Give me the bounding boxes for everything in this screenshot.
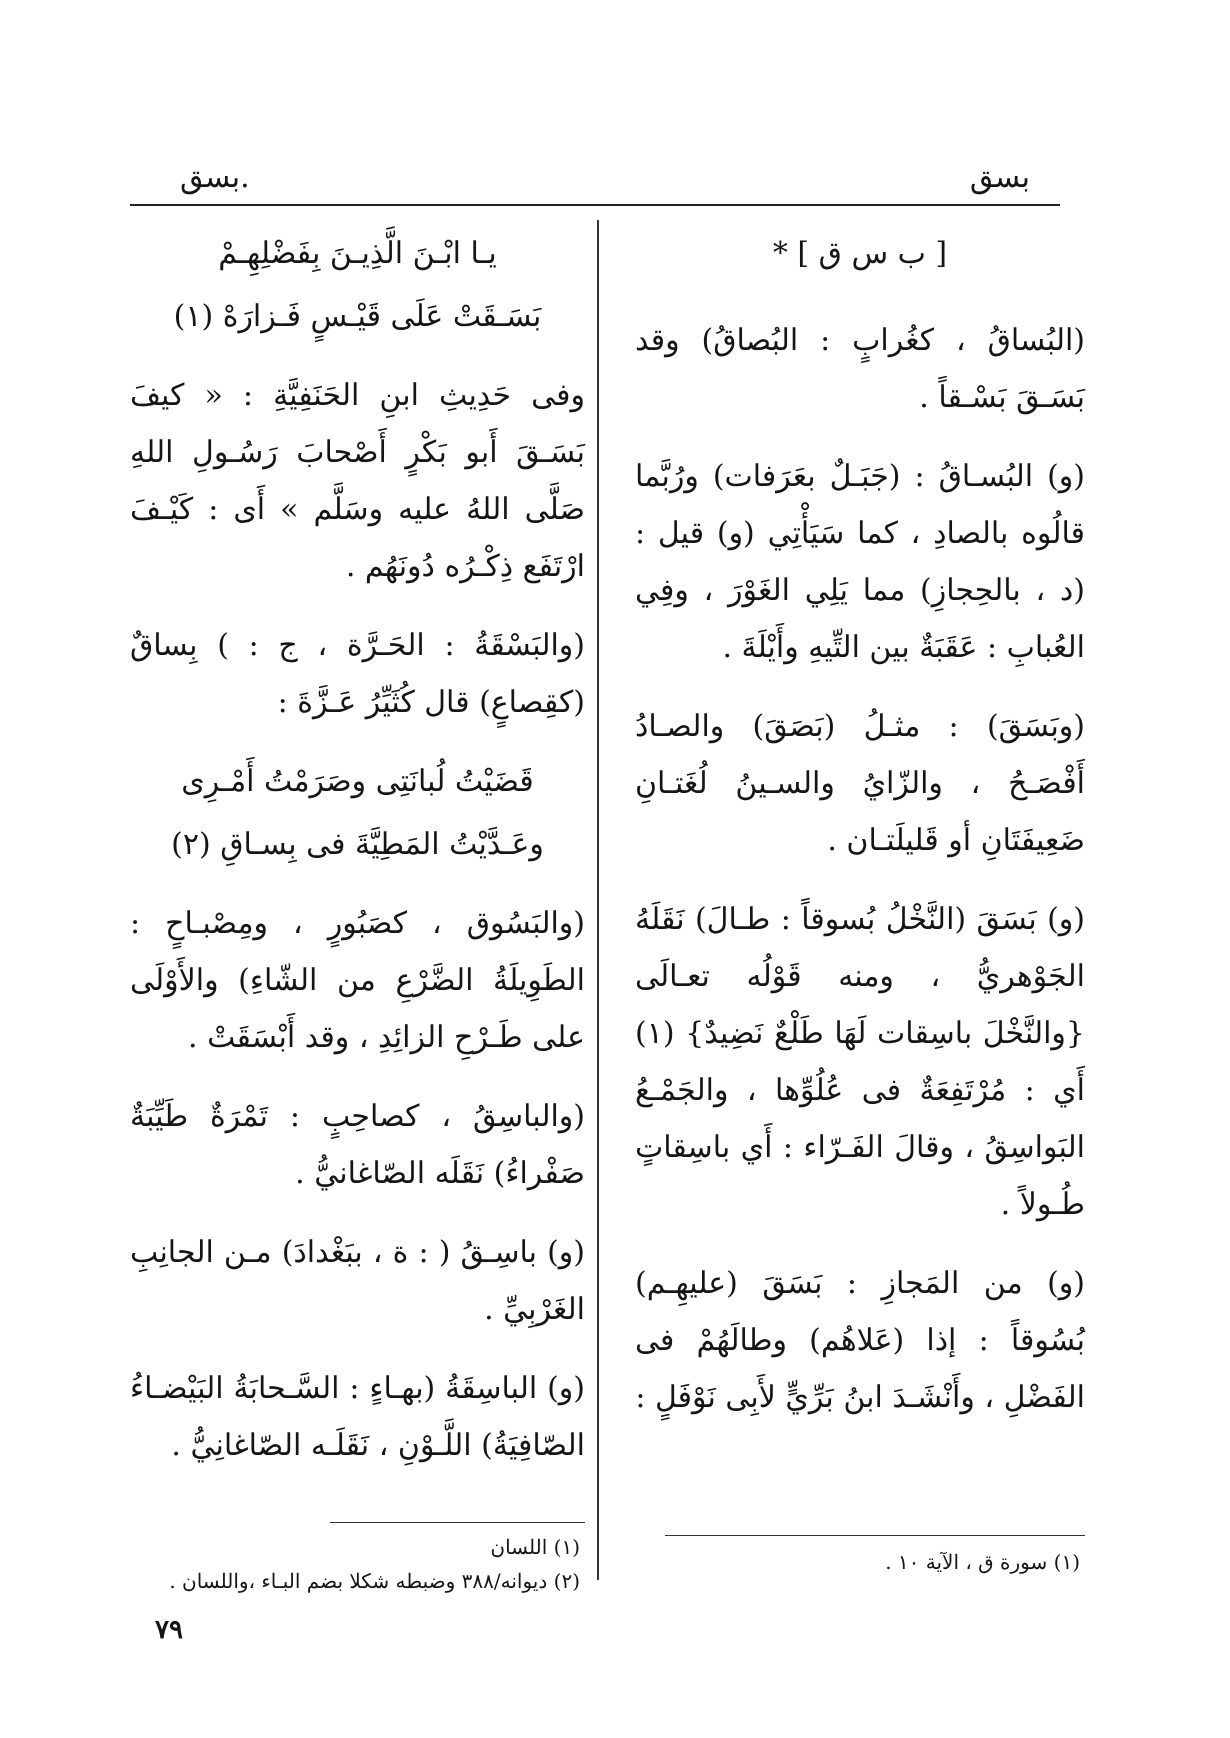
right-paragraph-2: (و) البُسـاقُ : (جَبَـلٌ بعَرَفات) ورُبَّما قالُوه بالصادِ ، كما سَيَأْتِي (و) قيل : (د ، بالحِجازِ) مما يَلِي الغَوْرَ ، وفِي العُبابِ : عَقَبَةٌ بين التِّيهِ وأَيْلَةَ . [635,459,1085,665]
left-paragraph-basqa: (والبَسْقَةُ : الحَـرَّة ، ج : ) بِساقٌ (كقِصاعٍ) قال كُثَيِّرُ عَـزَّةَ : [130,628,585,720]
header-rule [130,204,1060,206]
left-paragraph-basuq: (والبَسُوق ، كصَبُورٍ ، ومِصْبـاحٍ : الطَوِيلَةُ الضَّرْعِ من الشّاءِ) والأَوْلَى على طَـرْحِ الزائِدِ ، وقد أَبْسَقَتْ . [130,906,585,1055]
footnote-rule-left [330,1522,585,1523]
right-paragraph-4: (و) بَسَقَ (النَّخْلُ بُسوقاً : طـالَ) نَقَلَهُ الجَوْهريُّ ، ومنه قَوْلُه تعـالَى {والنَّخْلَ باسِقات لَهَا طَلْعٌ نَضِيدٌ} (١) أَي : مُرْتَفِعَةٌ فى عُلُوِّها ، والجَمْـعُ البَواسِقُ ، وقالَ الفَـرّاء : أَي باسِقاتٍ طُـولاً . [635,902,1085,1222]
footnotes-left [130,1530,580,1598]
column-divider [597,220,599,1580]
verse-line: وعَـدَّيْتُ المَطِيَّةَ فى بِسـاقِ (٢) [171,827,544,862]
left-paragraph-basiq: (والباسِقُ ، كصاحِبٍ : تَمْرَةٌ طَيِّبَةٌ صَفْراءُ) نَقَلَه الصّاغانيُّ . [130,1099,585,1191]
right-column [635,225,1085,1448]
right-paragraph-1: (البُساقُ ، كغُرابٍ : البُصاقُ) وقد بَسَـقَ بَسْـقاً . [635,323,1085,415]
left-paragraph-hadith: وفى حَدِيثِ ابنِ الحَنَفِيَّةِ : « كيفَ بَسَـقَ أَبو بَكْرٍ أَصْحابَ رَسُـولِ اللهِ صَلَّى اللهُ عليه وسَلَّم » أَى : كَيْـفَ ارْتَفَع ذِكْـرُه دُونَهُم . [130,378,585,584]
left-paragraph-basiq-village: (و) باسِـقُ ( : ة ، ببَغْدادَ) مـن الجانِبِ الغَرْبِيِّ . [130,1235,585,1327]
entry-heading: [ ب س ق ] * [772,236,948,271]
footnote-right: (١) سورة ق ، الآية ١٠ . [885,1550,1080,1574]
left-column [130,225,585,1496]
left-paragraph-basiqa: (و) الباسِقَةُ (بهـاءٍ : السَّـحابَةُ البَيْضـاءُ الصّافِيَةُ) اللَّـوْنِ ، نَقَلَـه الصّاغانِيُّ . [130,1371,585,1463]
header-right-word: بسق [969,160,1030,195]
page-number: ٧٩ [155,1615,183,1645]
header-left-word: بسق. [180,160,250,195]
right-paragraph-5: (و) من المَجازِ : بَسَقَ (عليهِـم) بُسُوقاً : إذا (عَلاهُم) وطالَهُمْ فى الفَضْلِ ، وأَنْشَـدَ ابنُ بَرِّيٍّ لأَبِى نَوْفَلٍ : [635,1266,1085,1415]
footnote-left-2: (٢) ديوانه/٣٨٨ وضبطه شكلا بضم البـاء ،واللسان . [169,1569,580,1593]
verse-line: يـا ابْـنَ الَّذِيـنَ بِفَضْلِهِـمْ [218,236,497,271]
right-paragraph-3: (وبَسَقَ) : مثـلُ (بَصَقَ) والصـادُ أَفْصَـحُ ، والزّايُ والسـينُ لُغَتـانِ ضَعِيفَتَانِ أو قَليلَتـان . [635,709,1085,858]
verse-1 [130,225,585,345]
footnote-left-1: (١) اللسان [490,1535,580,1559]
verse-2 [130,753,585,873]
verse-line: بَسَـقَتْ عَلَى قَيْـسٍ فَـزارَهْ (١) [173,299,542,334]
footnote-rule-right [665,1535,1085,1536]
verse-line: قَضَيْتُ لُبانَتِى وصَرَمْتُ أَمْـرِى [181,764,534,799]
